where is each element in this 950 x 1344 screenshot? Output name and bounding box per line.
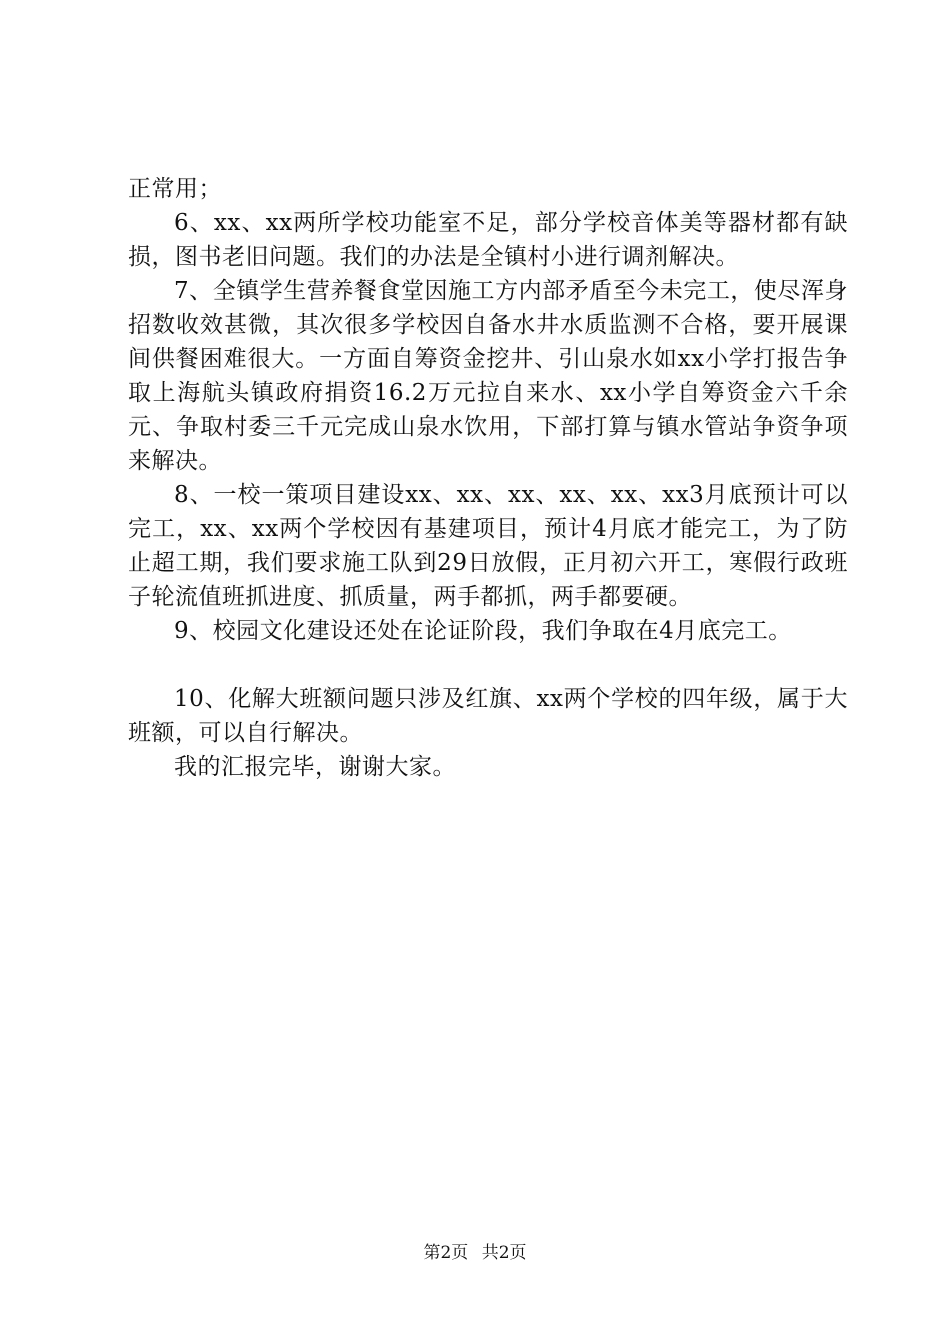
- paragraph-item-6: 6、xx、xx两所学校功能室不足，部分学校音体美等器材都有缺损，图书老旧问题。我们的办法是全镇村小进行调剂解决。: [128, 210, 848, 270]
- paragraph-item-8: 8、一校一策项目建设xx、xx、xx、xx、xx、xx3月底预计可以完工，xx、xx两个学校因有基建项目，预计4月底才能完工，为了防止超工期，我们要求施工队到29日放假，正月初六开工，寒假行政班子轮流值班抓进度、抓质量，两手都抓，两手都要硬。: [128, 482, 848, 610]
- page-number-total: 共2页: [481, 1243, 527, 1263]
- document-body: [128, 172, 848, 784]
- paragraph-closing: 我的汇报完毕，谢谢大家。: [174, 754, 456, 780]
- paragraph-item-10: 10、化解大班额问题只涉及红旗、xx两个学校的四年级，属于大班额，可以自行解决。: [128, 686, 848, 746]
- paragraph-item-7: 7、全镇学生营养餐食堂因施工方内部矛盾至今未完工，使尽浑身招数收效甚微，其次很多学校因自备水井水质监测不合格，要开展课间供餐困难很大。一方面自筹资金挖井、引山泉水如xx小学打报告争取上海航头镇政府捐资16.2万元拉自来水、xx小学自筹资金六千余元、争取村委三千元完成山泉水饮用，下部打算与镇水管站争资争项来解决。: [128, 278, 848, 474]
- paragraph-continuation: 正常用；: [128, 176, 222, 202]
- page-number-current: 第2页: [423, 1243, 469, 1263]
- paragraph-item-9: 9、校园文化建设还处在论证阶段，我们争取在4月底完工。: [174, 618, 792, 644]
- page-footer: [0, 1241, 950, 1265]
